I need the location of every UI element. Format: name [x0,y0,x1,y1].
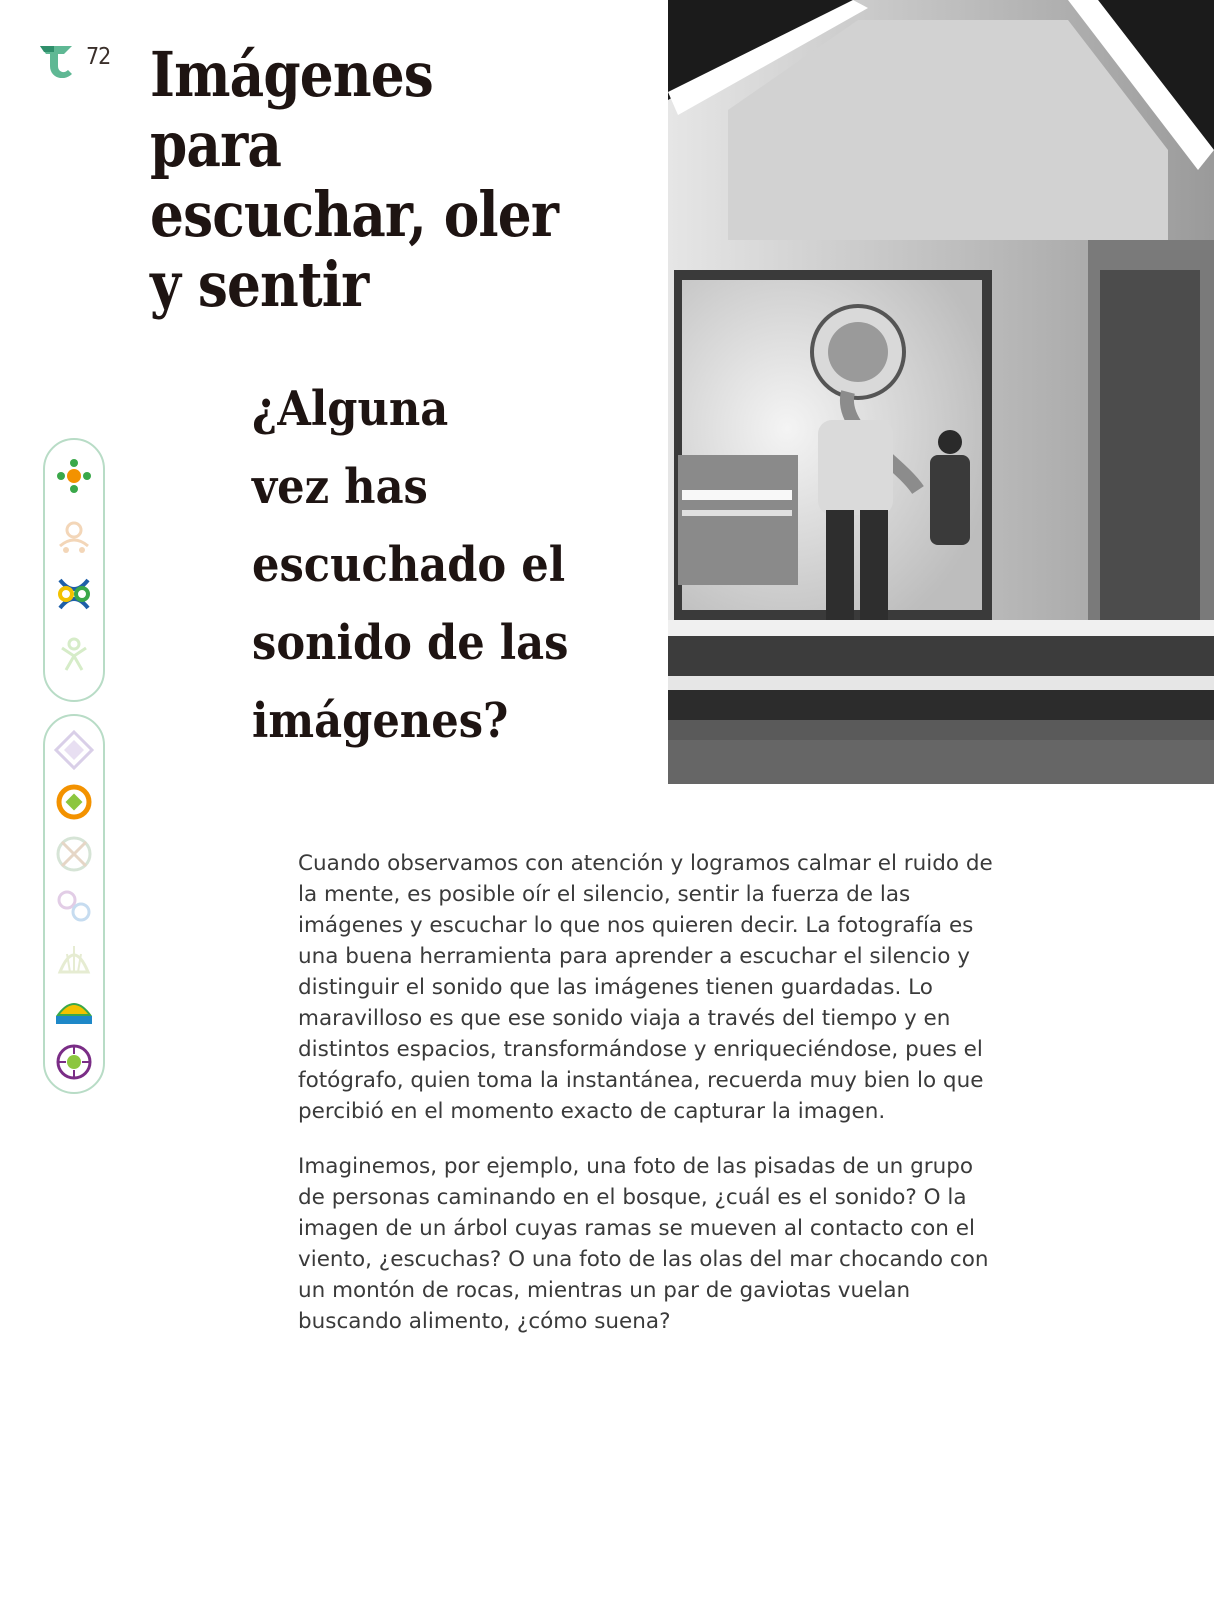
title-line: escuchar, oler [150,178,559,251]
title-line: Imágenes para [150,38,433,181]
question-line: imágenes? [252,693,509,749]
question-line: ¿Alguna [252,381,449,437]
book-logo-icon [38,44,78,78]
chapel-photograph [668,0,1214,784]
flower-symbol-icon [54,456,94,496]
body-paragraph: Cuando observamos con atención y logramos calmar el ruido de la mente, es posible oír el silencio, sentir la fuerza de las imágenes y escuchar lo que nos quieren decir. La fotografía es una buena herramienta para aprender a escuchar el silencio y distinguir el sonido que las imágenes tienen guardadas. Lo maravilloso es que ese sonido viaja a través del tiempo y en distintos espacios, transformándose y enriqueciéndose, pues el fotógrafo, quien toma la instantánea, recuerda muy bien lo que percibió en el momento exacto de capturar la imagen. [298,851,993,1124]
shell-icon [54,938,94,978]
body-paragraph: Imaginemos, por ejemplo, una foto de las pisadas de un grupo de personas caminando en el bosque, ¿cuál es el sonido? O la imagen de un árbol cuyas ramas se mueven al contacto con el viento, ¿escuchas? O una foto de las olas del mar chocando con un montón de rocas, mientras un par de gaviotas vuelan buscando alimento, ¿cómo suena? [298,1154,989,1334]
sidebar-symbols-group-1 [43,438,105,702]
chain-links-icon [54,886,94,926]
title-line: y sentir [150,248,369,321]
spiral-square-icon [54,782,94,822]
sidebar-symbols-group-2 [43,714,105,1094]
dancer-figure-icon [54,634,94,674]
knot-symbol-icon [54,574,94,614]
fan-icon [54,990,94,1030]
spiral-figure-icon [54,516,94,556]
page-title [150,40,563,320]
question-line: sonido de las [252,615,569,671]
sun-circle-icon [54,1042,94,1082]
guiding-question [252,370,576,760]
question-line: escuchado el [252,537,566,593]
star-diamond-icon [54,730,94,770]
question-line: vez has [252,459,428,515]
page-number: 72 [86,44,111,70]
kaleidoscope-icon [54,834,94,874]
body-text [298,848,998,1361]
